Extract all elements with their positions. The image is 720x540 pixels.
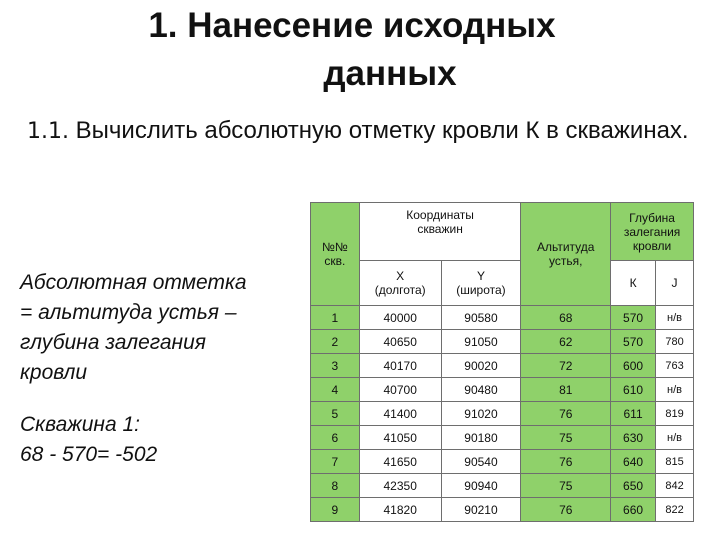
table-row [311, 378, 694, 402]
cell-x: 41650 [359, 450, 441, 474]
cell-x: 41400 [359, 402, 441, 426]
formula-note [20, 268, 290, 470]
cell-no: 7 [311, 450, 360, 474]
table-row [311, 474, 694, 498]
cell-j: 763 [656, 354, 694, 378]
cell-j: 815 [656, 450, 694, 474]
cell-y: 90210 [441, 498, 521, 522]
cell-no: 5 [311, 402, 360, 426]
cell-altitude: 76 [521, 498, 611, 522]
cell-y: 91050 [441, 330, 521, 354]
table-row [311, 402, 694, 426]
slide-title [0, 2, 720, 98]
cell-x: 42350 [359, 474, 441, 498]
cell-j: 780 [656, 330, 694, 354]
note-line-2: = альтитуда устья – [20, 301, 237, 324]
cell-no: 1 [311, 306, 360, 330]
cell-no: 2 [311, 330, 360, 354]
cell-j: н/в [656, 426, 694, 450]
cell-altitude: 62 [521, 330, 611, 354]
cell-j: 819 [656, 402, 694, 426]
cell-y: 90480 [441, 378, 521, 402]
cell-x: 41820 [359, 498, 441, 522]
cell-k: 570 [611, 306, 656, 330]
cell-altitude: 81 [521, 378, 611, 402]
wells-table [310, 202, 694, 522]
header-altitude: Альтитуда устья, [521, 203, 611, 306]
cell-j: н/в [656, 378, 694, 402]
cell-altitude: 75 [521, 474, 611, 498]
example-title: Скважина 1: [20, 413, 140, 436]
header-k: К [611, 261, 656, 306]
cell-y: 90940 [441, 474, 521, 498]
cell-altitude: 75 [521, 426, 611, 450]
header-j: J [656, 261, 694, 306]
cell-k: 570 [611, 330, 656, 354]
slide-title-line1: 1. Нанесение исходных [148, 6, 556, 45]
cell-y: 90580 [441, 306, 521, 330]
header-coordinates: Координаты скважин [359, 203, 521, 261]
cell-no: 6 [311, 426, 360, 450]
cell-y: 91020 [441, 402, 521, 426]
table-row [311, 306, 694, 330]
header-well-no: №№ скв. [311, 203, 360, 306]
cell-x: 40170 [359, 354, 441, 378]
cell-k: 610 [611, 378, 656, 402]
header-x: X (долгота) [359, 261, 441, 306]
cell-k: 611 [611, 402, 656, 426]
task-description: Вычислить абсолютную отметку кровли К в скважинах. [75, 117, 689, 144]
cell-no: 3 [311, 354, 360, 378]
cell-k: 630 [611, 426, 656, 450]
cell-y: 90020 [441, 354, 521, 378]
cell-x: 41050 [359, 426, 441, 450]
cell-altitude: 72 [521, 354, 611, 378]
cell-no: 9 [311, 498, 360, 522]
cell-j: 842 [656, 474, 694, 498]
cell-y: 90540 [441, 450, 521, 474]
note-line-3: глубина залегания [20, 331, 206, 354]
cell-x: 40700 [359, 378, 441, 402]
table-row [311, 450, 694, 474]
example-formula: 68 - 570= -502 [20, 443, 158, 466]
cell-y: 90180 [441, 426, 521, 450]
cell-no: 8 [311, 474, 360, 498]
cell-k: 640 [611, 450, 656, 474]
cell-altitude: 76 [521, 450, 611, 474]
cell-x: 40650 [359, 330, 441, 354]
cell-no: 4 [311, 378, 360, 402]
header-depth: Глубина залегания кровли [611, 203, 694, 261]
cell-k: 600 [611, 354, 656, 378]
table-row [311, 498, 694, 522]
header-y: Y (широта) [441, 261, 521, 306]
cell-j: 822 [656, 498, 694, 522]
cell-k: 660 [611, 498, 656, 522]
table-row [311, 354, 694, 378]
task-number: 1.1. [27, 119, 69, 144]
cell-x: 40000 [359, 306, 441, 330]
note-line-4: кровли [20, 361, 88, 384]
note-line-1: Абсолютная отметка [20, 271, 247, 294]
cell-j: н/в [656, 306, 694, 330]
table-row [311, 426, 694, 450]
task-text [27, 113, 691, 150]
cell-altitude: 76 [521, 402, 611, 426]
cell-k: 650 [611, 474, 656, 498]
slide-title-line2: данных [323, 54, 457, 93]
table-row [311, 330, 694, 354]
cell-altitude: 68 [521, 306, 611, 330]
